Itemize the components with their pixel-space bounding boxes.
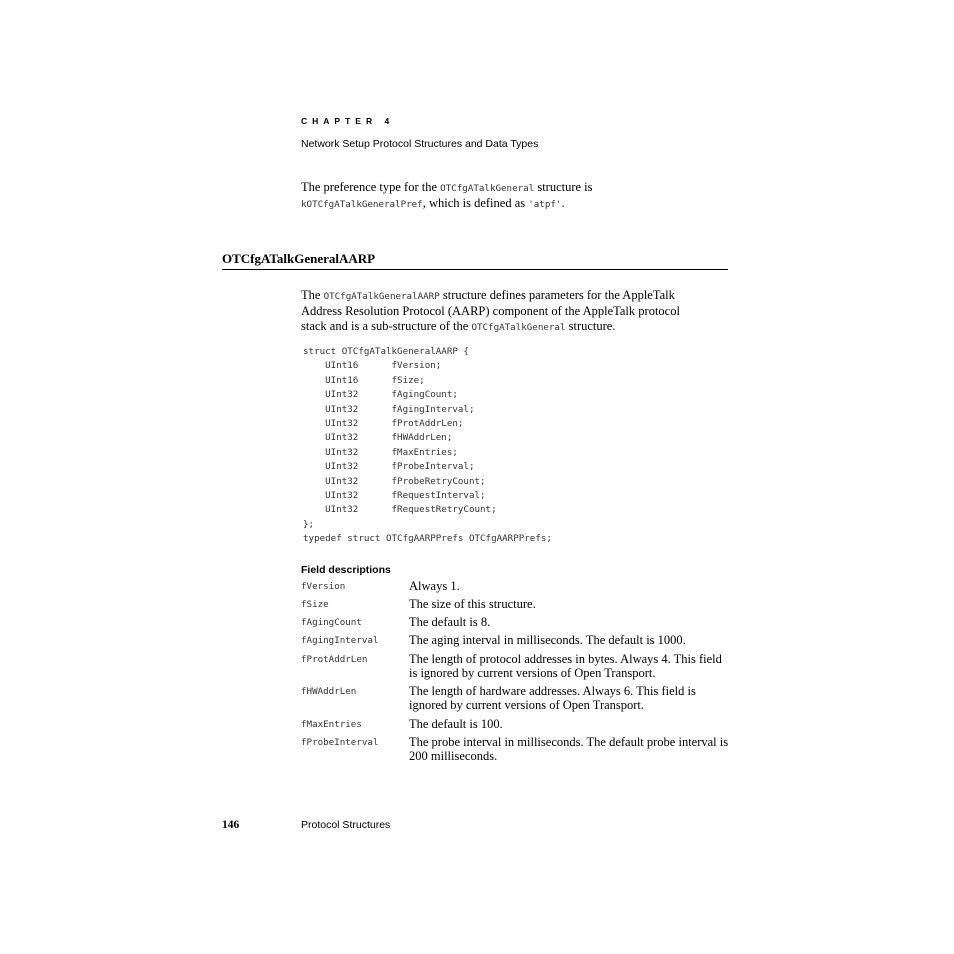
description-text: Address Resolution Protocol (AARP) component of the AppleTalk protocol [301, 304, 680, 318]
footer-title: Protocol Structures [301, 819, 391, 831]
field-description: The default is 8. [409, 615, 491, 629]
description-text: The [301, 288, 324, 302]
inline-code: 'atpf' [528, 199, 562, 210]
chapter-title: Network Setup Protocol Structures and Data Types [301, 138, 539, 150]
field-name: fProtAddrLen [301, 654, 368, 665]
inline-code: OTCfgATalkGeneralAARP [323, 291, 440, 302]
field-description: The length of protocol addresses in bytes. Always 4. This field is ignored by current versions of Open Transport. [409, 652, 722, 680]
field-description: The length of hardware addresses. Always 6. This field is ignored by current versions of Open Transport. [409, 684, 696, 712]
field-description: Always 1. [409, 579, 460, 593]
description-paragraph [301, 288, 680, 335]
description-text: stack and is a sub-structure of the [301, 319, 472, 333]
intro-text: structure is [534, 180, 593, 194]
field-descriptions-heading: Field descriptions [301, 564, 391, 576]
field-name: fAgingCount [301, 617, 362, 628]
field-name: fMaxEntries [301, 719, 362, 730]
section-divider [222, 269, 728, 270]
field-description: The aging interval in milliseconds. The default is 1000. [409, 633, 686, 647]
field-description: The probe interval in milliseconds. The default probe interval is 200 milliseconds. [409, 735, 729, 763]
field-name: fAgingInterval [301, 635, 379, 646]
description-text: structure. [565, 319, 616, 333]
intro-paragraph [301, 180, 593, 212]
description-text: structure defines parameters for the AppleTalk [439, 288, 675, 302]
field-description: The default is 100. [409, 717, 503, 731]
intro-text: , which is defined as [422, 196, 529, 210]
field-name: fProbeInterval [301, 737, 379, 748]
field-name: fSize [301, 599, 329, 610]
inline-code: OTCfgATalkGeneral [440, 183, 535, 194]
intro-text: The preference type for the [301, 180, 441, 194]
inline-code: OTCfgATalkGeneral [471, 322, 566, 333]
page-number: 146 [222, 819, 240, 831]
field-name: fVersion [301, 581, 346, 592]
field-description: The size of this structure. [409, 597, 536, 611]
intro-text: . [561, 196, 565, 210]
section-heading: OTCfgATalkGeneralAARP [222, 251, 376, 266]
field-name: fHWAddrLen [301, 686, 357, 697]
code-block: struct OTCfgATalkGeneralAARP { UInt16 fVersion; UInt16 fSize; UInt32 fAgingCount; UInt32 fAgingInterval; UInt32 fProtAddrLen; UInt32 fHWAddrLen; UInt32 fMaxEntries; UInt32 fProbeInterval; UInt32 fProbeRetryCount; UInt32 fRequestInterval; UInt32 fRequestRetryCount; }; typedef struct OTCfgAARPPrefs OTCfgAARPPrefs; [303, 346, 552, 545]
inline-code: kOTCfgATalkGeneralPref [301, 199, 423, 210]
chapter-label: CHAPTER 4 [301, 116, 395, 126]
